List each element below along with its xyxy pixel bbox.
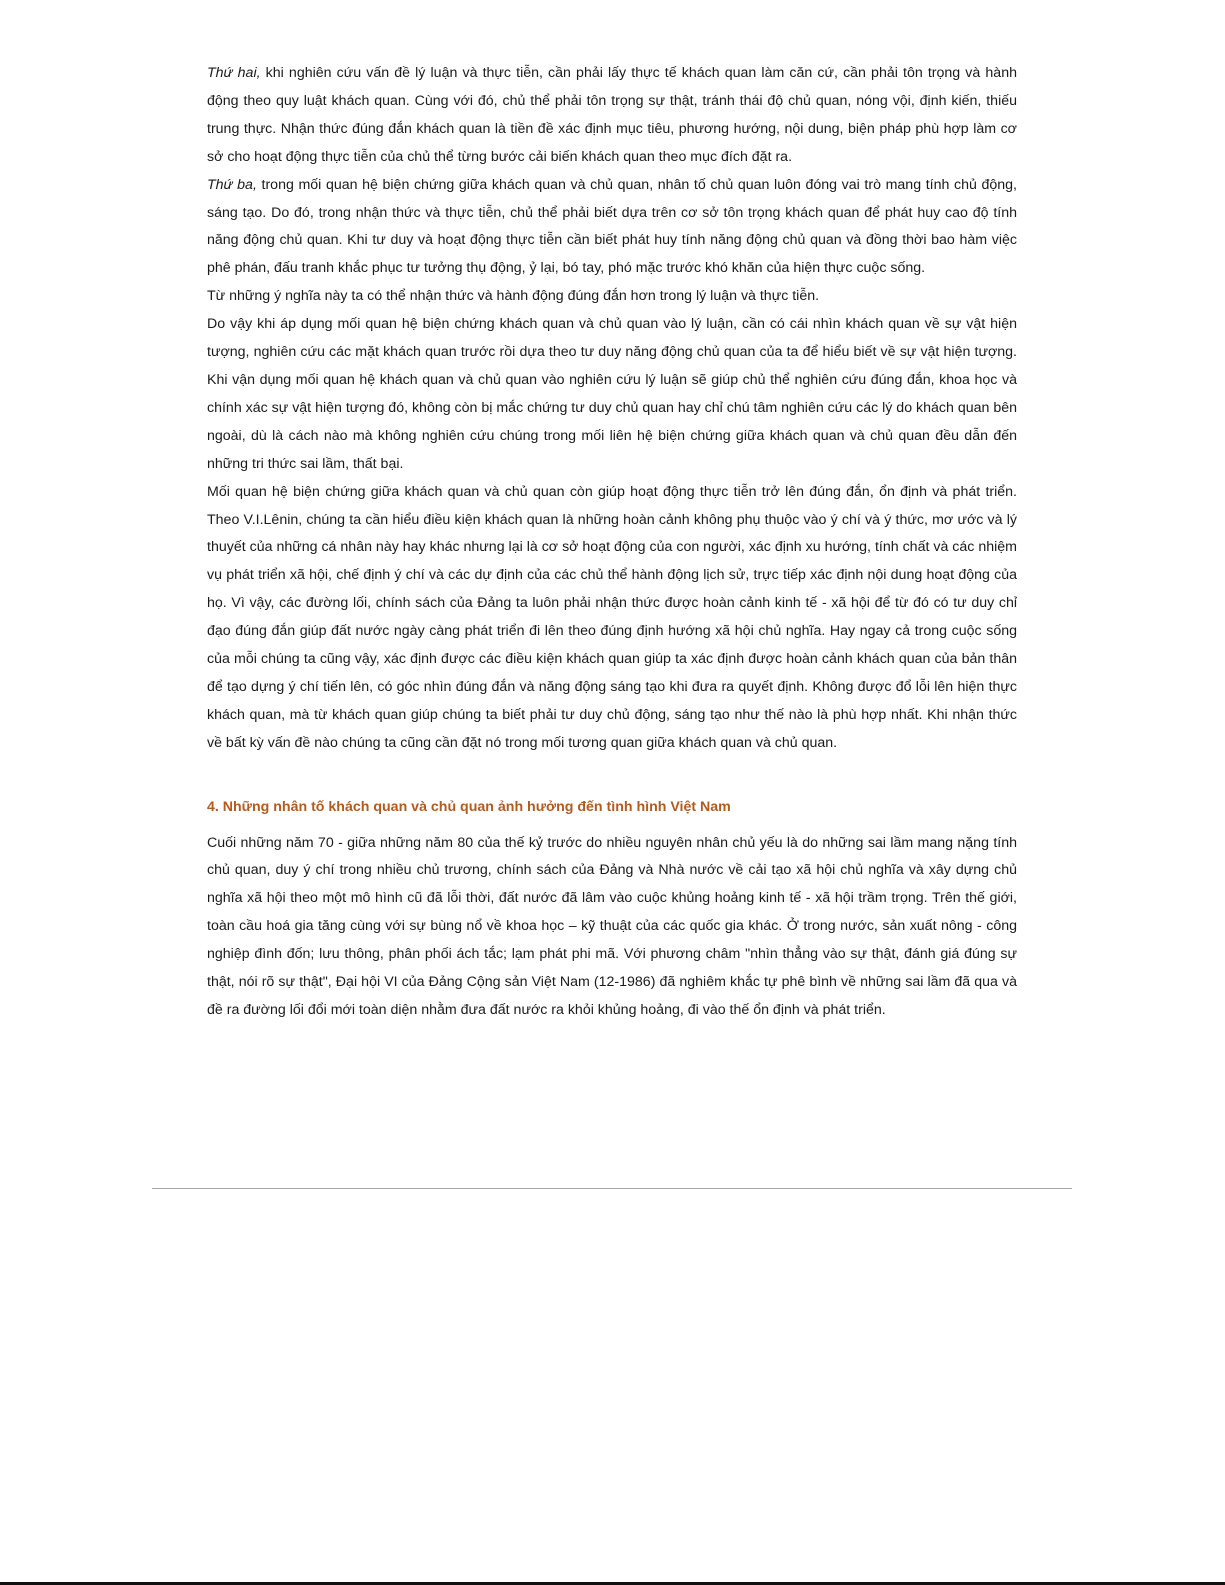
paragraph-text: Do vậy khi áp dụng mối quan hệ biện chứng khách quan và chủ quan vào lý luận, cần có cái nhìn khách quan về sự vật hiện tượng, nghiên cứu các mặt khách quan trước rồi dựa theo tư duy năng động chủ quan của ta để hiểu biết về sự vật hiện tượng. Khi vận dụng mối quan hệ khách quan và chủ quan vào nghiên cứu lý luận sẽ giúp chủ thể nghiên cứu đúng đắn, khoa học và chính xác sự vật hiện tượng đó, không còn bị mắc chứng tư duy chủ quan hay chỉ chú tâm nghiên cứu các lý do khách quan bên ngoài, dù là cách nào mà không nghiên cứu chúng trong mối liên hệ biện chứng giữa khách quan và chủ quan đều dẫn đến những tri thức sai lầm, thất bại. bbox=[207, 316, 1018, 472]
paragraph-practice-application bbox=[207, 479, 1017, 758]
paragraph-vietnam-context bbox=[207, 830, 1017, 1025]
section-heading: 4. Những nhân tố khách quan và chủ quan ảnh hưởng đến tình hình Việt Nam bbox=[207, 798, 731, 815]
paragraph-lead: Thứ ba, bbox=[207, 176, 257, 193]
paragraph-lead: Thứ hai, bbox=[207, 65, 261, 81]
paragraph-text: Từ những ý nghĩa này ta có thể nhận thức và hành động đúng đắn hơn trong lý luận và thực tiễn. bbox=[207, 288, 820, 305]
paragraph-summary bbox=[207, 283, 1017, 311]
paragraph-text: trong mối quan hệ biện chứng giữa khách quan và chủ quan, nhân tố chủ quan luôn đóng vai trò mang tính chủ động, sáng tạo. Do đó, trong nhận thức và thực tiễn, chủ thể phải biết dựa trên cơ sở tôn trọng khách quan để phát huy cao độ tính năng động chủ quan. Khi tư duy và hoạt động thực tiễn cần biết phát huy tính năng động chủ quan và đồng thời bao hàm việc phê phán, đấu tranh khắc phục tư tưởng thụ động, ỷ lại, bó tay, phó mặc trước khó khăn của hiện thực cuộc sống. bbox=[207, 176, 1017, 277]
paragraph-theory-application bbox=[207, 311, 1017, 478]
paragraph-text: Mối quan hệ biện chứng giữa khách quan và chủ quan còn giúp hoạt động thực tiễn trở lên đúng đắn, ổn định và phát triển. Theo V.I.Lênin, chúng ta cần hiểu điều kiện khách quan là những hoàn cảnh không phụ thuộc vào ý chí và ý thức, mơ ước và lý thuyết của những cá nhân này hay khác nhưng lại là cơ sở hoạt động của con người, xác định xu hướng, tính chất và các nhiệm vụ phát triển xã hội, chế định ý chí và các dự định của các chủ thể hành động lịch sử, trực tiếp xác định nội dung hoạt động của họ. Vì vậy, các đường lối, chính sách của Đảng ta luôn phải nhận thức được hoàn cảnh kinh tế - xã hội để từ đó có tư duy chỉ đạo đúng đắn giúp đất nước ngày càng phát triển đi lên theo đúng định hướng xã hội chủ nghĩa. Hay ngay cả trong cuộc sống của mỗi chúng ta cũng vậy, xác định được các điều kiện khách quan giúp ta xác định được hoàn cảnh khách quan của bản thân để tạo dựng ý chí tiến lên, có góc nhìn đúng đắn và năng động sáng tạo khi đưa ra quyết định. Không được đổ lỗi lên hiện thực khách quan, mà từ khách quan giúp chúng ta biết phải tư duy chủ động, sáng tạo như thế nào là phù hợp nhất. Khi nhận thức về bất kỳ vấn đề nào chúng ta cũng cần đặt nó trong mối tương quan giữa khách quan và chủ quan. bbox=[207, 483, 1017, 751]
paragraph-thu-ba bbox=[207, 172, 1017, 284]
paragraph-thu-hai bbox=[207, 60, 1017, 172]
paragraph-text: khi nghiên cứu vấn đề lý luận và thực tiễn, cần phải lấy thực tế khách quan làm căn cứ, cần phải tôn trọng và hành động theo quy luật khách quan. Cùng với đó, chủ thể phải tôn trọng sự thật, tránh thái độ chủ quan, nóng vội, định kiến, thiếu trung thực. Nhận thức đúng đắn khách quan là tiền đề xác định mục tiêu, phương hướng, nội dung, biện pháp phù hợp làm cơ sở cho hoạt động thực tiễn của chủ thể từng bước cải biến khách quan theo mục đích đặt ra. bbox=[207, 65, 1017, 165]
paragraph-text: Cuối những năm 70 - giữa những năm 80 của thế kỷ trước do nhiều nguyên nhân chủ yếu là do những sai lầm mang nặng tính chủ quan, duy ý chí trong nhiều chủ trương, chính sách của Đảng và Nhà nước về cải tạo xã hội chủ nghĩa và xây dựng chủ nghĩa xã hội theo một mô hình cũ đã lỗi thời, đất nước đã lâm vào cuộc khủng hoảng kinh tế - xã hội trầm trọng. Trên thế giới, toàn cầu hoá gia tăng cùng với sự bùng nổ về khoa học – kỹ thuật của các quốc gia khác. Ở trong nước, sản xuất nông - công nghiệp đình đốn; lưu thông, phân phối ách tắc; lạm phát phi mã. Với phương châm "nhìn thẳng vào sự thật, đánh giá đúng sự thật, nói rõ sự thật", Đại hội VI của Đảng Cộng sản Việt Nam (12-1986) đã nghiêm khắc tự phê bình về những sai lầm đã qua và đề ra đường lối đổi mới toàn diện nhằm đưa đất nước ra khỏi khủng hoảng, đi vào thế ổn định và phát triển. bbox=[207, 834, 1017, 1018]
document-body bbox=[207, 60, 1017, 1025]
page-divider bbox=[152, 1188, 1072, 1189]
